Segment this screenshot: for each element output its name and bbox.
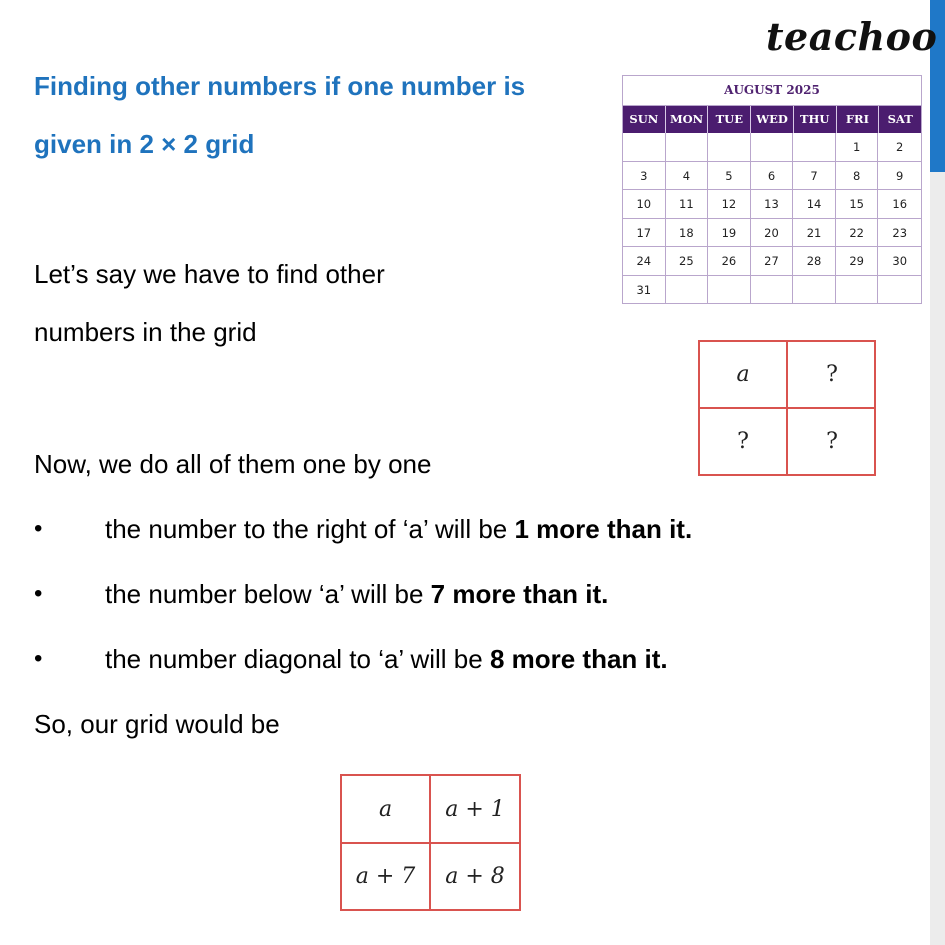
calendar-day-cell: 28	[793, 247, 836, 276]
calendar-day-cell: 2	[878, 133, 921, 162]
calendar-day-cell	[793, 276, 836, 305]
calendar-day-cell	[666, 276, 709, 305]
bullet-symbol: •	[34, 580, 43, 607]
calendar-day-cell: 14	[793, 190, 836, 219]
intro-line-1: Let’s say we have to find other	[34, 259, 385, 289]
grid-cell-a: a	[700, 342, 788, 409]
calendar-day-cell	[751, 133, 794, 162]
bullet-item	[105, 579, 608, 610]
calendar-day-cell: 19	[708, 219, 751, 248]
calendar-day-cell: 26	[708, 247, 751, 276]
calendar-day-grid	[623, 133, 921, 304]
grid-cell-below: ?	[700, 409, 788, 474]
heading-line-2: given in 2 × 2 grid	[34, 129, 255, 159]
calendar-day-cell: 6	[751, 162, 794, 191]
calendar-day-cell: 8	[836, 162, 879, 191]
calendar-weekday-label: THU	[794, 106, 837, 133]
bullet-symbol: •	[34, 515, 43, 542]
calendar-day-cell: 16	[878, 190, 921, 219]
bullet-symbol: •	[34, 645, 43, 672]
calendar-day-cell: 1	[836, 133, 879, 162]
bullet-bold: 8 more than it.	[489, 644, 668, 674]
calendar-day-cell: 29	[836, 247, 879, 276]
intro-line-2: numbers in the grid	[34, 317, 257, 347]
calendar-weekday-label: MON	[666, 106, 709, 133]
calendar-day-cell	[751, 276, 794, 305]
calendar-day-cell: 11	[666, 190, 709, 219]
calendar-day-cell	[836, 276, 879, 305]
unknown-grid	[698, 340, 876, 476]
calendar-day-cell: 23	[878, 219, 921, 248]
calendar-day-cell	[878, 276, 921, 305]
calendar-day-cell: 7	[793, 162, 836, 191]
calendar-day-cell	[666, 133, 709, 162]
calendar-day-cell	[793, 133, 836, 162]
calendar-day-cell: 10	[623, 190, 666, 219]
calendar-day-cell: 21	[793, 219, 836, 248]
calendar-day-cell: 30	[878, 247, 921, 276]
bullet-bold: 7 more than it.	[430, 579, 609, 609]
calendar-day-cell: 17	[623, 219, 666, 248]
calendar-day-cell: 5	[708, 162, 751, 191]
calendar-day-cell: 9	[878, 162, 921, 191]
answer-cell-a-plus-1: a + 1	[431, 776, 519, 844]
calendar-day-cell: 27	[751, 247, 794, 276]
grid-cell-diagonal: ?	[826, 429, 838, 454]
calendar	[622, 75, 922, 304]
calendar-day-cell: 12	[708, 190, 751, 219]
bullet-item	[105, 644, 668, 675]
bullet-text: the number to the right of ‘a’ will be	[105, 514, 515, 544]
answer-grid	[340, 774, 521, 911]
calendar-weekday-label: FRI	[837, 106, 880, 133]
calendar-day-cell: 3	[623, 162, 666, 191]
calendar-day-cell: 24	[623, 247, 666, 276]
calendar-month: AUGUST 2025	[623, 76, 921, 106]
calendar-day-cell: 31	[623, 276, 666, 305]
bullet-bold: 1 more than it.	[514, 514, 693, 544]
calendar-weekday-header	[623, 106, 921, 133]
calendar-day-cell	[708, 276, 751, 305]
calendar-day-cell	[623, 133, 666, 162]
grid-cell-right: ?	[788, 342, 876, 409]
heading-line-1: Finding other numbers if one number is	[34, 71, 526, 101]
calendar-weekday-label: SUN	[623, 106, 666, 133]
calendar-day-cell: 15	[836, 190, 879, 219]
calendar-day-cell: 22	[836, 219, 879, 248]
calendar-day-cell: 4	[666, 162, 709, 191]
bullet-text: the number diagonal to ‘a’ will be	[105, 644, 490, 674]
calendar-day-cell: 18	[666, 219, 709, 248]
answer-cell-a-plus-7: a + 7	[342, 844, 431, 909]
now-line: Now, we do all of them one by one	[34, 449, 432, 479]
calendar-weekday-label: SAT	[887, 112, 913, 126]
bullet-text: the number below ‘a’ will be	[105, 579, 431, 609]
calendar-day-cell: 20	[751, 219, 794, 248]
calendar-weekday-label: TUE	[708, 106, 751, 133]
calendar-day-cell: 25	[666, 247, 709, 276]
calendar-weekday-label: WED	[751, 106, 794, 133]
calendar-day-cell: 13	[751, 190, 794, 219]
bullet-item	[105, 514, 692, 545]
calendar-day-cell	[708, 133, 751, 162]
teachoo-logo: teachoo	[766, 14, 938, 59]
answer-cell-a: a	[342, 776, 431, 844]
conclusion-line: So, our grid would be	[34, 709, 280, 739]
answer-cell-a-plus-8: a + 8	[445, 864, 505, 889]
